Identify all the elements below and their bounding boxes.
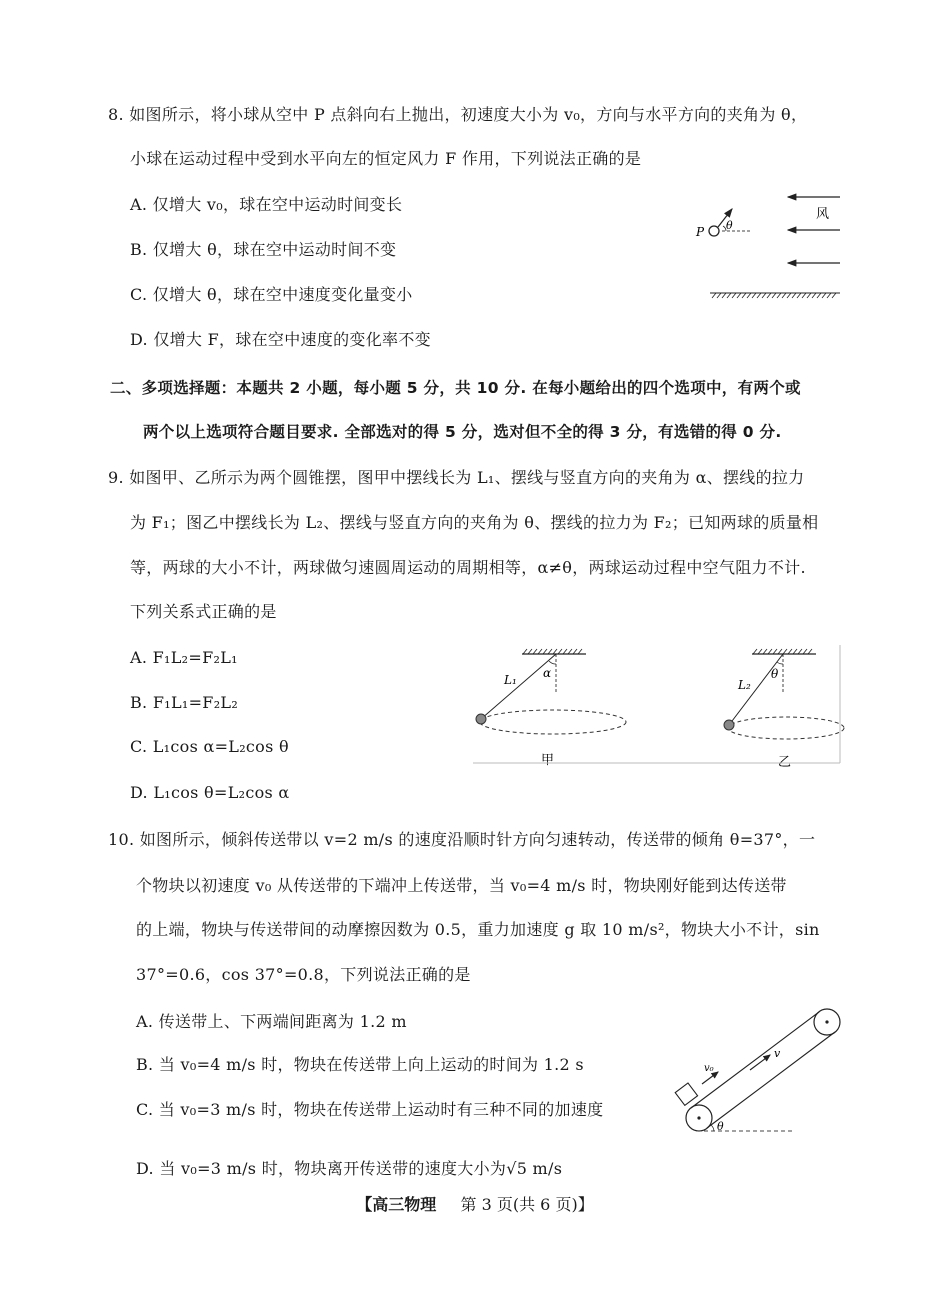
q9-right-caption: 乙	[778, 755, 792, 770]
q9-stem-line1: 9. 如图甲、乙所示为两个圆锥摆，图甲中摆线长为 L₁、摆线与竖直方向的夹角为 α、摆线的拉力	[108, 468, 805, 487]
q8-stem-line1: 8. 如图所示，将小球从空中 P 点斜向右上抛出，初速度大小为 v₀，方向与水平方向的夹角为 θ，	[108, 105, 808, 124]
q10-option-d: D. 当 v₀=3 m/s 时，物块离开传送带的速度大小为√5 m/s	[136, 1159, 563, 1178]
q8-option-d: D. 仅增大 F，球在空中速度的变化率不变	[130, 330, 431, 349]
footer-subject: 【高三物理	[356, 1195, 437, 1214]
q9-option-b: B. F₁L₁=F₂L₂	[130, 693, 239, 712]
q10-option-c: C. 当 v₀=3 m/s 时，物块在传送带上运动时有三种不同的加速度	[136, 1100, 604, 1119]
q10-option-b: B. 当 v₀=4 m/s 时，物块在传送带上向上运动的时间为 1.2 s	[136, 1055, 584, 1074]
q8-option-b: B. 仅增大 θ，球在空中运动时间不变	[130, 240, 397, 259]
q10-option-a: A. 传送带上、下两端间距离为 1.2 m	[136, 1012, 407, 1031]
q9-stem-line2: 为 F₁；图乙中摆线长为 L₂、摆线与竖直方向的夹角为 θ、摆线的拉力为 F₂；已知两球的质量相	[130, 513, 819, 532]
section2-instructions-line1: 二、多项选择题：本题共 2 小题，每小题 5 分，共 10 分. 在每小题给出的四个选项中，有两个或	[110, 379, 801, 397]
q8-point-label: P	[696, 225, 705, 239]
q9-left-length-label: L₁	[504, 673, 517, 687]
q10-v-label: v	[774, 1047, 781, 1060]
footer-page-number: 第 3 页(共 6 页)】	[460, 1195, 594, 1214]
q9-right-length-label: L₂	[738, 678, 751, 692]
q9-left-angle-label: α	[543, 666, 552, 680]
page-footer	[0, 1192, 950, 1215]
q9-left-caption: 甲	[541, 753, 555, 768]
section2-instructions-line2: 两个以上选项符合题目要求. 全部选对的得 5 分，选对但不全的得 3 分，有选错的得 0 分.	[143, 423, 782, 441]
q8-option-c: C. 仅增大 θ，球在空中速度变化量变小	[130, 285, 413, 304]
q9-option-d: D. L₁cos θ=L₂cos α	[130, 783, 290, 802]
q10-stem-line3: 的上端，物块与传送带间的动摩擦因数为 0.5，重力加速度 g 取 10 m/s²，物块大小不计，sin	[136, 920, 820, 939]
q10-stem-line4: 37°=0.6，cos 37°=0.8，下列说法正确的是	[136, 965, 471, 984]
q9-conical-pendulum-figure	[470, 640, 850, 775]
q10-stem-line2: 个物块以初速度 v₀ 从传送带的下端冲上传送带，当 v₀=4 m/s 时，物块刚好能到达传送带	[136, 876, 787, 895]
q9-right-angle-label: θ	[771, 667, 779, 681]
q10-stem-line1: 10. 如图所示，倾斜传送带以 v=2 m/s 的速度沿顺时针方向匀速转动，传送带的倾角 θ=37°，一	[108, 830, 816, 849]
q9-option-a: A. F₁L₂=F₂L₁	[130, 648, 238, 667]
q8-wind-label: 风	[816, 207, 830, 222]
q8-wind-figure	[690, 185, 850, 305]
q8-stem-line2: 小球在运动过程中受到水平向左的恒定风力 F 作用，下列说法正确的是	[130, 149, 642, 168]
q8-option-a: A. 仅增大 v₀，球在空中运动时间变长	[130, 195, 403, 214]
q9-stem-line4: 下列关系式正确的是	[130, 602, 277, 621]
q10-conveyor-belt-figure	[670, 1000, 850, 1140]
q8-angle-label: θ	[726, 219, 733, 232]
q9-option-c: C. L₁cos α=L₂cos θ	[130, 737, 289, 756]
q10-v0-label: v₀	[704, 1063, 714, 1074]
q9-stem-line3: 等，两球的大小不计，两球做匀速圆周运动的周期相等，α≠θ，两球运动过程中空气阻力不计.	[130, 558, 806, 577]
q10-angle-label: θ	[717, 1120, 724, 1133]
